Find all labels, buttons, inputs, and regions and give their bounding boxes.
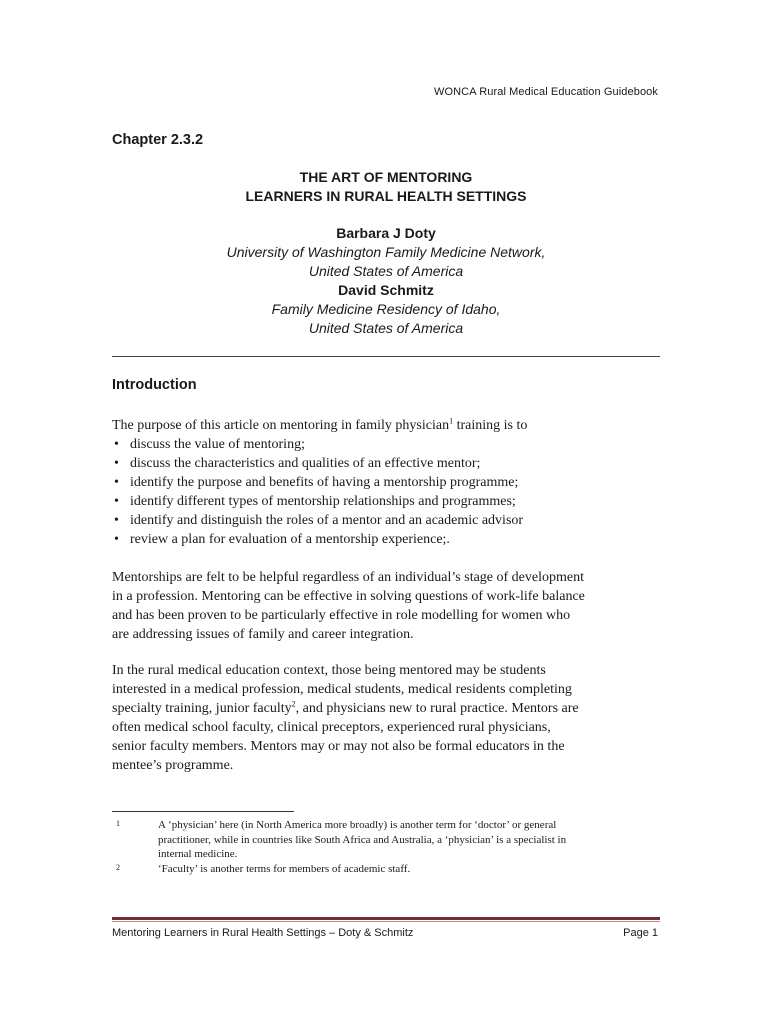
footnote-number: 2	[116, 862, 120, 872]
footnote-1: 1 A ‘physician’ here (in North America more broadly) is another term for ‘doctor’ or general practitioner, while in countries like South Africa and Australia, a ‘physician’ is a specialist in internal medicine.	[116, 819, 567, 860]
chapter-label: Chapter 2.3.2	[112, 132, 204, 148]
author-block	[112, 224, 660, 338]
author-name-1: Barbara J Doty	[336, 225, 436, 241]
author-affiliation-1a: University of Washington Family Medicine Network,	[226, 244, 546, 260]
author-affiliation-2b: United States of America	[308, 320, 464, 336]
footnote-2: 2 ‘Faculty’ is another terms for members of academic staff.	[116, 862, 411, 875]
intro-section	[112, 416, 660, 549]
title-divider	[112, 356, 660, 357]
list-item: • identify and distinguish the roles of a mentor and an academic advisor	[112, 511, 660, 530]
footnote-number: 1	[116, 819, 120, 828]
author-affiliation-2a: Family Medicine Residency of Idaho,	[271, 301, 501, 317]
list-item: • discuss the value of mentoring;	[112, 435, 660, 454]
author-name-2: David Schmitz	[338, 282, 434, 298]
list-item: • identify different types of mentorship relationships and programmes;	[112, 492, 660, 511]
page-number: Page 1	[623, 927, 658, 939]
footer-rule-thin	[112, 921, 660, 922]
author-affiliation-1b: United States of America	[308, 263, 464, 279]
footer-title: Mentoring Learners in Rural Health Settings – Doty & Schmitz	[112, 927, 414, 939]
footnote-divider	[112, 811, 294, 812]
footnotes	[112, 818, 660, 876]
footnote-ref-2: 2	[291, 699, 296, 709]
list-item: • review a plan for evaluation of a mentorship experience;.	[112, 530, 660, 549]
title-line-2: LEARNERS IN RURAL HEALTH SETTINGS	[245, 188, 527, 204]
list-item: • discuss the characteristics and qualities of an effective mentor;	[112, 454, 660, 473]
section-heading-introduction: Introduction	[112, 377, 197, 393]
intro-lead: The purpose of this article on mentoring in family physician$^1$ training is to	[112, 416, 528, 433]
footer-rule	[112, 917, 660, 920]
title-line-1: THE ART OF MENTORING	[299, 169, 473, 185]
paragraph-1: Mentorships are felt to be helpful regardless of an individual’s stage of development in a profession. Mentoring can be effective in solving questions of work-life balance and has been proven to be particularly effective in role modelling for women who are addressing issues of family and career integration.	[112, 570, 585, 642]
footnote-ref-1: 1	[449, 416, 454, 426]
paragraph-2: In the rural medical education context, those being mentored may be students interested in a medical profession, medical students, medical residents completing specialty training, junior faculty$^2$, and physicians new to rural practice. Mentors are often medical school faculty, clinical preceptors, experienced rural physicians, senior faculty members. Mentors may or may not also be formal educators in the mentee’s programme.	[112, 663, 579, 773]
objectives-list	[112, 435, 660, 549]
running-header: WONCA Rural Medical Education Guidebook	[433, 86, 658, 98]
article-title	[112, 168, 660, 206]
list-item: • identify the purpose and benefits of having a mentorship programme;	[112, 473, 660, 492]
